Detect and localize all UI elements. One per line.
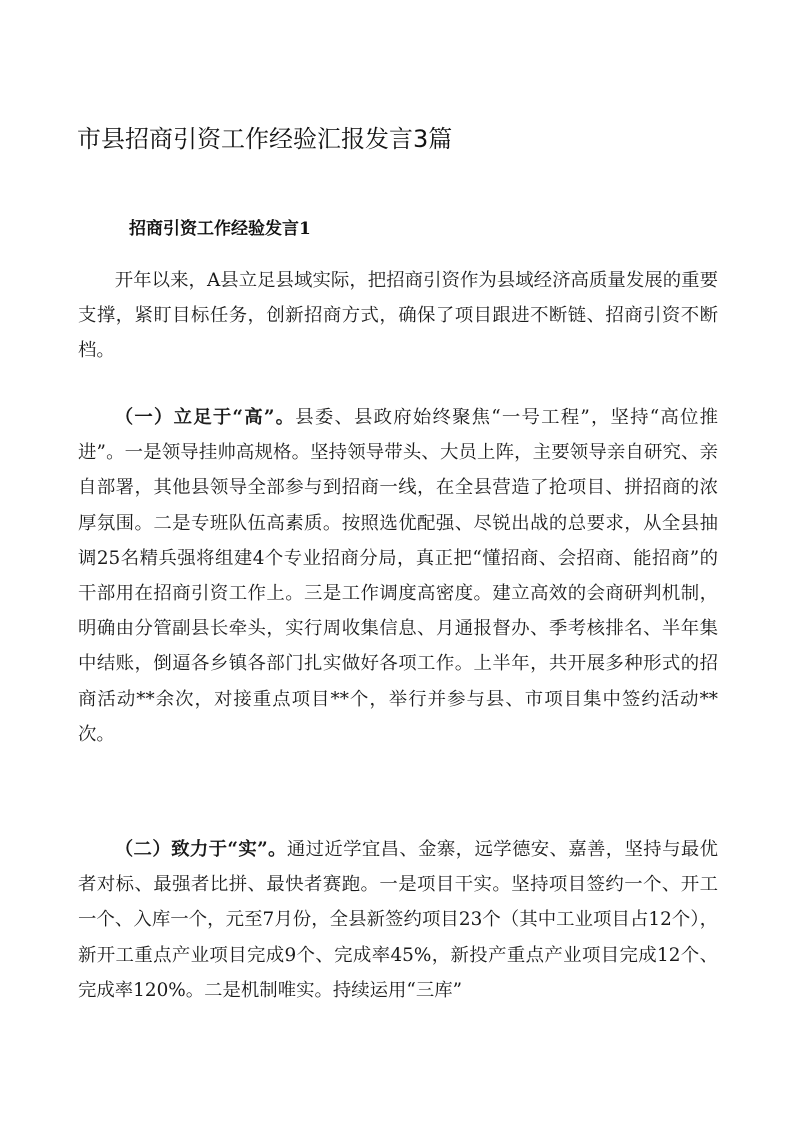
paragraph-section-2-text: 通过近学宜昌、金寨，远学德安、嘉善，坚持与最优者对标、最强者比拼、最快者赛跑。一是项目干实。坚持项目签约一个、开工一个、入库一个，元至7月份，全县新签约项目23个（其中工业项目占12个），新开工重点产业项目完成9个、完成率45%，新投产重点产业项目完成12个、完成率120%。二是机制唯实。持续运用“三库” — [78, 839, 718, 1001]
paragraph-section-2 — [78, 832, 718, 1008]
document-title: 市县招商引资工作经验汇报发言3篇 — [77, 125, 453, 153]
paragraph-section-1-lead: （一）立足于“高”。 — [114, 407, 296, 428]
section-heading: 招商引资工作经验发言1 — [129, 219, 311, 239]
paragraph-section-1-text: 县委、县政府始终聚焦“一号工程”，坚持“高位推进”。一是领导挂帅高规格。坚持领导带头、大员上阵，主要领导亲自研究、亲自部署，其他县领导全部参与到招商一线，在全县营造了抢项目、拼招商的浓厚氛围。二是专班队伍高素质。按照选优配强、尽锐出战的总要求，从全县抽调25名精兵强将组建4个专业招商分局，真正把“懂招商、会招商、能招商”的干部用在招商引资工作上。三是工作调度高密度。建立高效的会商研判机制，明确由分管副县长牵头，实行周收集信息、月通报督办、季考核排名、半年集中结账，倒逼各乡镇各部门扎实做好各项工作。上半年，共开展多种形式的招商活动**余次，对接重点项目**个，举行并参与县、市项目集中签约活动**次。 — [78, 407, 718, 745]
paragraph-intro — [78, 263, 718, 369]
paragraph-intro-text: 开年以来，A县立足县域实际，把招商引资作为县域经济高质量发展的重要支撑，紧盯目标任务，创新招商方式，确保了项目跟进不断链、招商引资不断档。 — [78, 270, 718, 362]
paragraph-section-1 — [78, 400, 718, 752]
paragraph-section-2-lead: （二）致力于“实”。 — [114, 839, 287, 860]
